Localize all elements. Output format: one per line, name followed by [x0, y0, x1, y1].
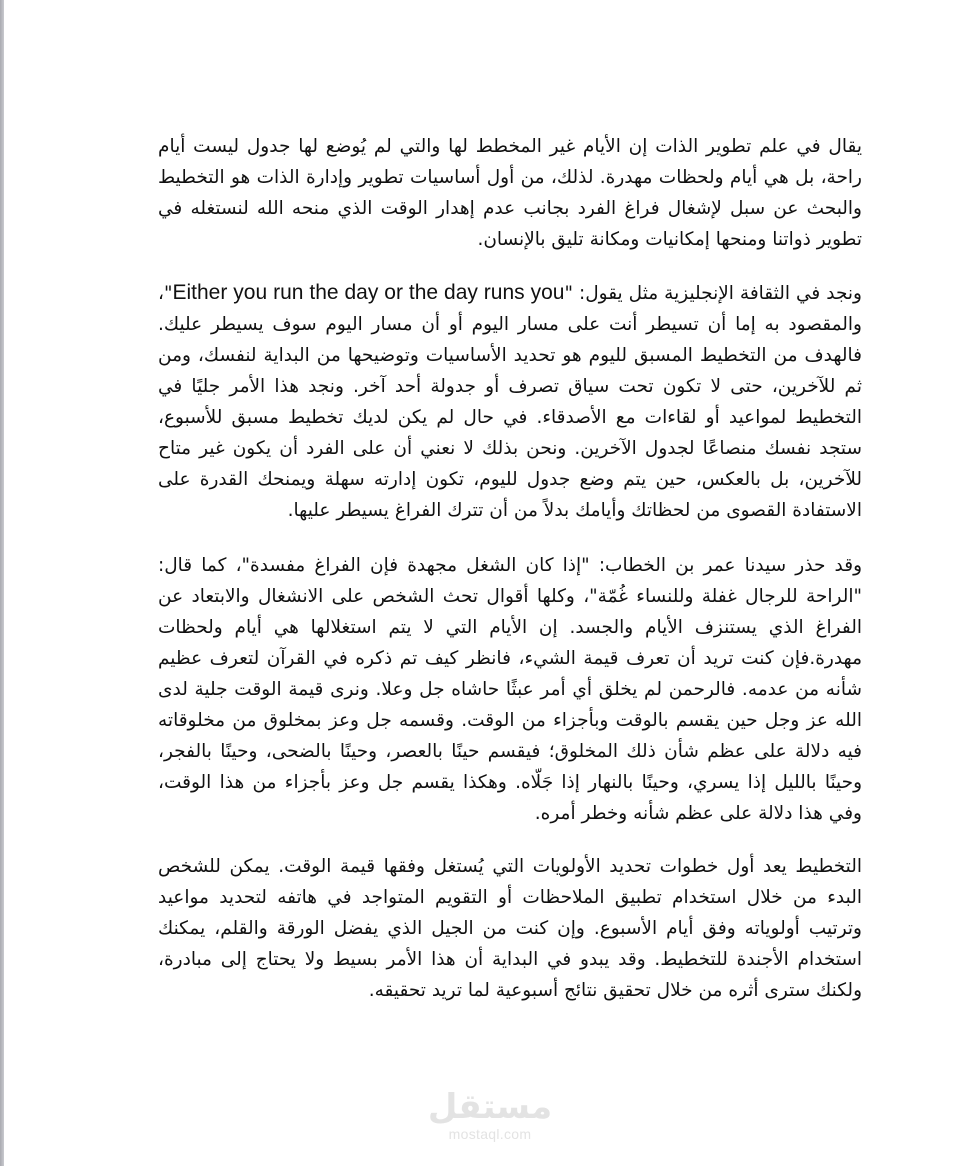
proverb-intro-text: ونجد في الثقافة الإنجليزية مثل يقول: ": [564, 283, 862, 304]
paragraph-planning-priorities: التخطيط يعد أول خطوات تحديد الأولويات التي يُستغل وفقها قيمة الوقت. يمكن للشخص البدء من خلال استخدام تطبيق الملاحظات أو التقويم المتواجد في هاتفه لتحديد مواعيد وترتيب أولوياته وفق أيام الأسبوع. وإن كنت من الجيل الذي يفضل الورقة والقلم، يمكنك استخدام الأجندة للتخطيط. وقد يبدو في البداية أن هذا الأمر بسيط ولا يحتاج إلى مبادرة، ولكنك سترى أثره من خلال تحقيق نتائج أسبوعية لما تريد تحقيقه.: [158, 856, 862, 1001]
mostaql-watermark: [420, 1088, 560, 1142]
watermark-domain: mostaql.com: [448, 1126, 532, 1142]
paragraph-self-development-intro: يقال في علم تطوير الذات إن الأيام غير المخطط لها والتي لم يُوضع لها جدول ليست أيام راحة، بل هي أيام ولحظات مهدرة. لذلك، من أول أساسيات تطوير وإدارة الذات هو التخطيط والبحث عن سبل لإشغال فراغ الفرد بجانب عدم إهدار الوقت الذي منحه الله لنستغله في تطوير ذواتنا ومنحها إمكانيات ومكانة تليق بالإنسان.: [158, 136, 862, 250]
page-edge-shadow: [0, 0, 4, 1166]
mostaql-logo-icon: مستقل: [427, 1087, 553, 1127]
paragraph-omar-quote: وقد حذر سيدنا عمر بن الخطاب: "إذا كان الشغل مجهدة فإن الفراغ مفسدة"، كما قال: "الراحة للرجال غفلة وللنساء غُمّة"، وكلها أقوال تحث الشخص على الانشغال والابتعاد عن الفراغ الذي يستنزف الأيام والجسد. إن الأيام التي لا يتم استغلالها هي أيام ولحظات مهدرة.فإن كنت تريد أن تعرف قيمة الشيء، فانظر كيف تم ذكره في القرآن لتعرف عظيم شأنه من عدمه. فالرحمن لم يخلق أي أمر عبثًا حاشاه جل وعلا. ونرى قيمة الوقت جلية لدى الله عز وجل حين يقسم بالوقت وبأجزاء من الوقت. وقسمه جل وعز بمخلوق من مخلوقاته فيه دلالة على عظم شأن ذلك المخلوق؛ فيقسم حينًا بالعصر، وحينًا بالضحى، وحينًا بالفجر، وحينًا بالليل إذا يسري، وحينًا بالنهار إذا جَلّاه. وهكذا يقسم جل وعز بأجزاء من هذا الوقت، وفي هذا دلالة على عظم شأنه وخطر أمره.: [158, 555, 862, 824]
english-quote: Either you run the day or the day runs you: [172, 281, 565, 304]
document-page: [158, 131, 862, 1028]
paragraph-english-proverb: [158, 277, 862, 526]
proverb-explanation-text: "، والمقصود به إما أن تسيطر أنت على مسار اليوم أو أن مسار اليوم سوف يسيطر عليك. فالهدف من التخطيط المسبق لليوم هو تحديد الأساسيات وتوضيحها من البداية لنفسك، ومن ثم للآخرين، حتى لا تكون تحت سياق تصرف أو جدولة أحد آخر. ونجد هذا الأمر جليًا في التخطيط لمواعيد أو لقاءات مع الأصدقاء. في حال لم يكن لديك تخطيط مسبق للأسبوع، ستجد نفسك منصاعًا لجدول الآخرين. ونحن بذلك لا نعني أن على الفرد أن يكون غير متاح للآخرين، بل بالعكس، حين يتم وضع جدول لليوم، تكون إدارته سهلة ويمنحك القدرة على الاستفادة القصوى من لحظاتك وأيامك بدلاً من أن تترك الفراغ يسيطر عليها.: [158, 283, 862, 521]
